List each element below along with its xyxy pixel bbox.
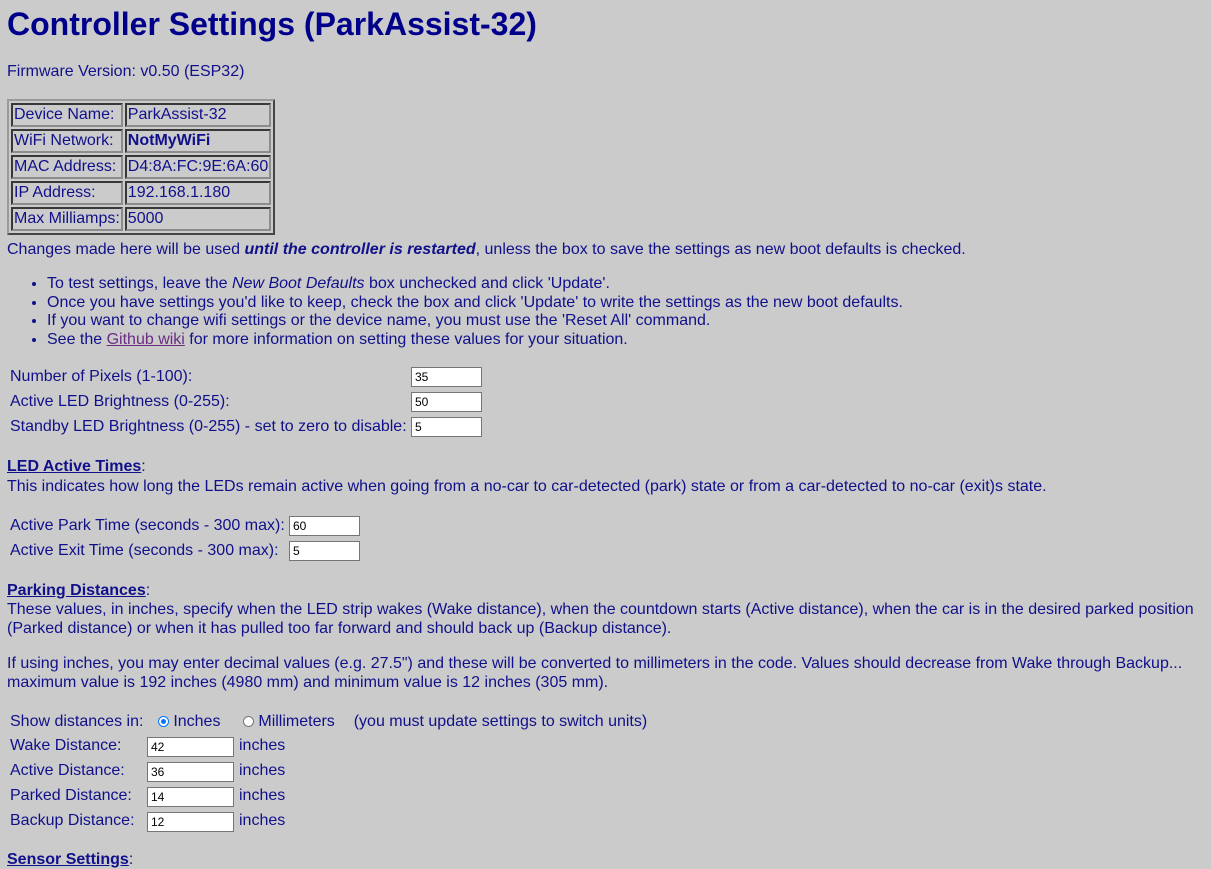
wake-row	[10, 735, 121, 757]
table-row	[11, 207, 271, 231]
active-unit: inches	[239, 762, 286, 779]
standby-brightness-label: Standby LED Brightness (0-255) - set to zero to disable:	[10, 418, 407, 435]
active-brightness-input[interactable]	[411, 392, 482, 412]
park-time-label: Active Park Time (seconds - 300 max):	[10, 517, 285, 534]
info-value: D4:8A:FC:9E:6A:60	[125, 155, 272, 179]
info-label: Device Name:	[11, 103, 123, 127]
pixels-row	[10, 366, 192, 388]
parking-desc-2: If using inches, you may enter decimal values (e.g. 27.5") and these will be converted to millimeters in the code. Values should decrease from Wake through Backup... maximum value is 192 inches (4980 mm) and minimum value is 12 inches (305 mm).	[7, 655, 1183, 691]
units-row	[10, 711, 647, 733]
wake-unit: inches	[239, 737, 286, 754]
park-time-row	[10, 515, 285, 537]
active-label: Active Distance:	[10, 762, 125, 779]
info-value: ParkAssist-32	[125, 103, 272, 127]
inches-label[interactable]: Inches	[173, 713, 221, 730]
exit-time-input[interactable]	[289, 541, 360, 561]
sensor-title: Sensor Settings	[7, 851, 129, 868]
active-times-heading	[7, 458, 146, 476]
github-wiki-link[interactable]: Github wiki	[106, 330, 185, 348]
firmware-version: Firmware Version: v0.50 (ESP32)	[7, 63, 245, 80]
active-brightness-row	[10, 391, 230, 413]
heading-colon: :	[128, 851, 134, 868]
list-item	[47, 275, 903, 294]
table-row	[11, 129, 271, 153]
parked-label: Parked Distance:	[10, 787, 132, 804]
tip-text: See the	[47, 330, 107, 348]
heading-colon: :	[141, 458, 146, 475]
park-time-input[interactable]	[289, 516, 360, 536]
list-item: • Once you have settings you'd like to keep, check the box and click 'Update' to write the settings as the new boot defaults.	[47, 294, 903, 313]
parking-title: Parking Distances	[7, 582, 146, 599]
active-row	[10, 760, 125, 782]
page-title: Controller Settings (ParkAssist-32)	[7, 6, 537, 42]
exit-time-row	[10, 540, 279, 562]
tip-text: To test settings, leave the	[47, 275, 232, 292]
parked-unit: inches	[239, 787, 286, 804]
heading-colon: :	[145, 582, 151, 599]
tips-list	[7, 275, 903, 349]
list-item: • If you want to change wifi settings or the device name, you must use the 'Reset All' command.	[47, 312, 903, 331]
list-item	[47, 331, 903, 350]
tip-text: box unchecked and click 'Update'.	[364, 275, 610, 292]
tip-emphasis: New Boot Defaults	[232, 275, 365, 292]
info-label: MAC Address:	[11, 155, 123, 179]
intro-text	[7, 241, 966, 259]
millimeters-radio[interactable]	[243, 716, 254, 727]
parked-row	[10, 785, 132, 807]
parking-desc-1: These values, in inches, specify when the LED strip wakes (Wake distance), when the countdown starts (Active distance), when the car is in the desired parked position (Parked distance) or when it has pulled too far forward and should back up (Backup distance).	[7, 601, 1194, 637]
active-distance-input[interactable]	[147, 762, 234, 782]
backup-distance-input[interactable]	[147, 812, 234, 832]
sensor-heading	[7, 851, 133, 869]
units-note: (you must update settings to switch units)	[353, 713, 648, 730]
info-value: NotMyWiFi	[125, 129, 272, 153]
parking-heading	[7, 582, 150, 600]
active-brightness-label: Active LED Brightness (0-255):	[10, 393, 230, 410]
intro-before: Changes made here will be used	[7, 241, 245, 258]
info-value: 5000	[125, 207, 272, 231]
millimeters-label[interactable]: Millimeters	[258, 713, 335, 730]
backup-label: Backup Distance:	[10, 812, 135, 829]
active-times-title: LED Active Times	[7, 458, 142, 475]
pixels-label: Number of Pixels (1-100):	[10, 368, 193, 385]
exit-time-label: Active Exit Time (seconds - 300 max):	[10, 542, 279, 559]
info-label: IP Address:	[11, 181, 123, 205]
inches-radio[interactable]	[158, 716, 169, 727]
table-row	[11, 103, 271, 127]
info-label: WiFi Network:	[11, 129, 123, 153]
standby-brightness-input[interactable]	[411, 417, 482, 437]
standby-brightness-row	[10, 416, 407, 438]
table-row	[11, 181, 271, 205]
units-label: Show distances in:	[10, 713, 144, 730]
backup-unit: inches	[239, 812, 286, 829]
intro-emphasis: until the controller is restarted	[244, 241, 476, 258]
active-times-desc: This indicates how long the LEDs remain active when going from a no-car to car-detected (park) state or from a car-detected to no-car (exit)s state.	[7, 478, 1047, 495]
wake-label: Wake Distance:	[10, 737, 122, 754]
pixels-input[interactable]	[411, 367, 482, 387]
backup-row	[10, 810, 135, 832]
info-label: Max Milliamps:	[11, 207, 123, 231]
info-value: 192.168.1.180	[125, 181, 272, 205]
tip-text: for more information on setting these values for your situation.	[184, 330, 628, 348]
parked-distance-input[interactable]	[147, 787, 234, 807]
device-info-table	[7, 99, 275, 235]
intro-after: , unless the box to save the settings as new boot defaults is checked.	[475, 241, 966, 258]
table-row	[11, 155, 271, 179]
wake-distance-input[interactable]	[147, 737, 234, 757]
